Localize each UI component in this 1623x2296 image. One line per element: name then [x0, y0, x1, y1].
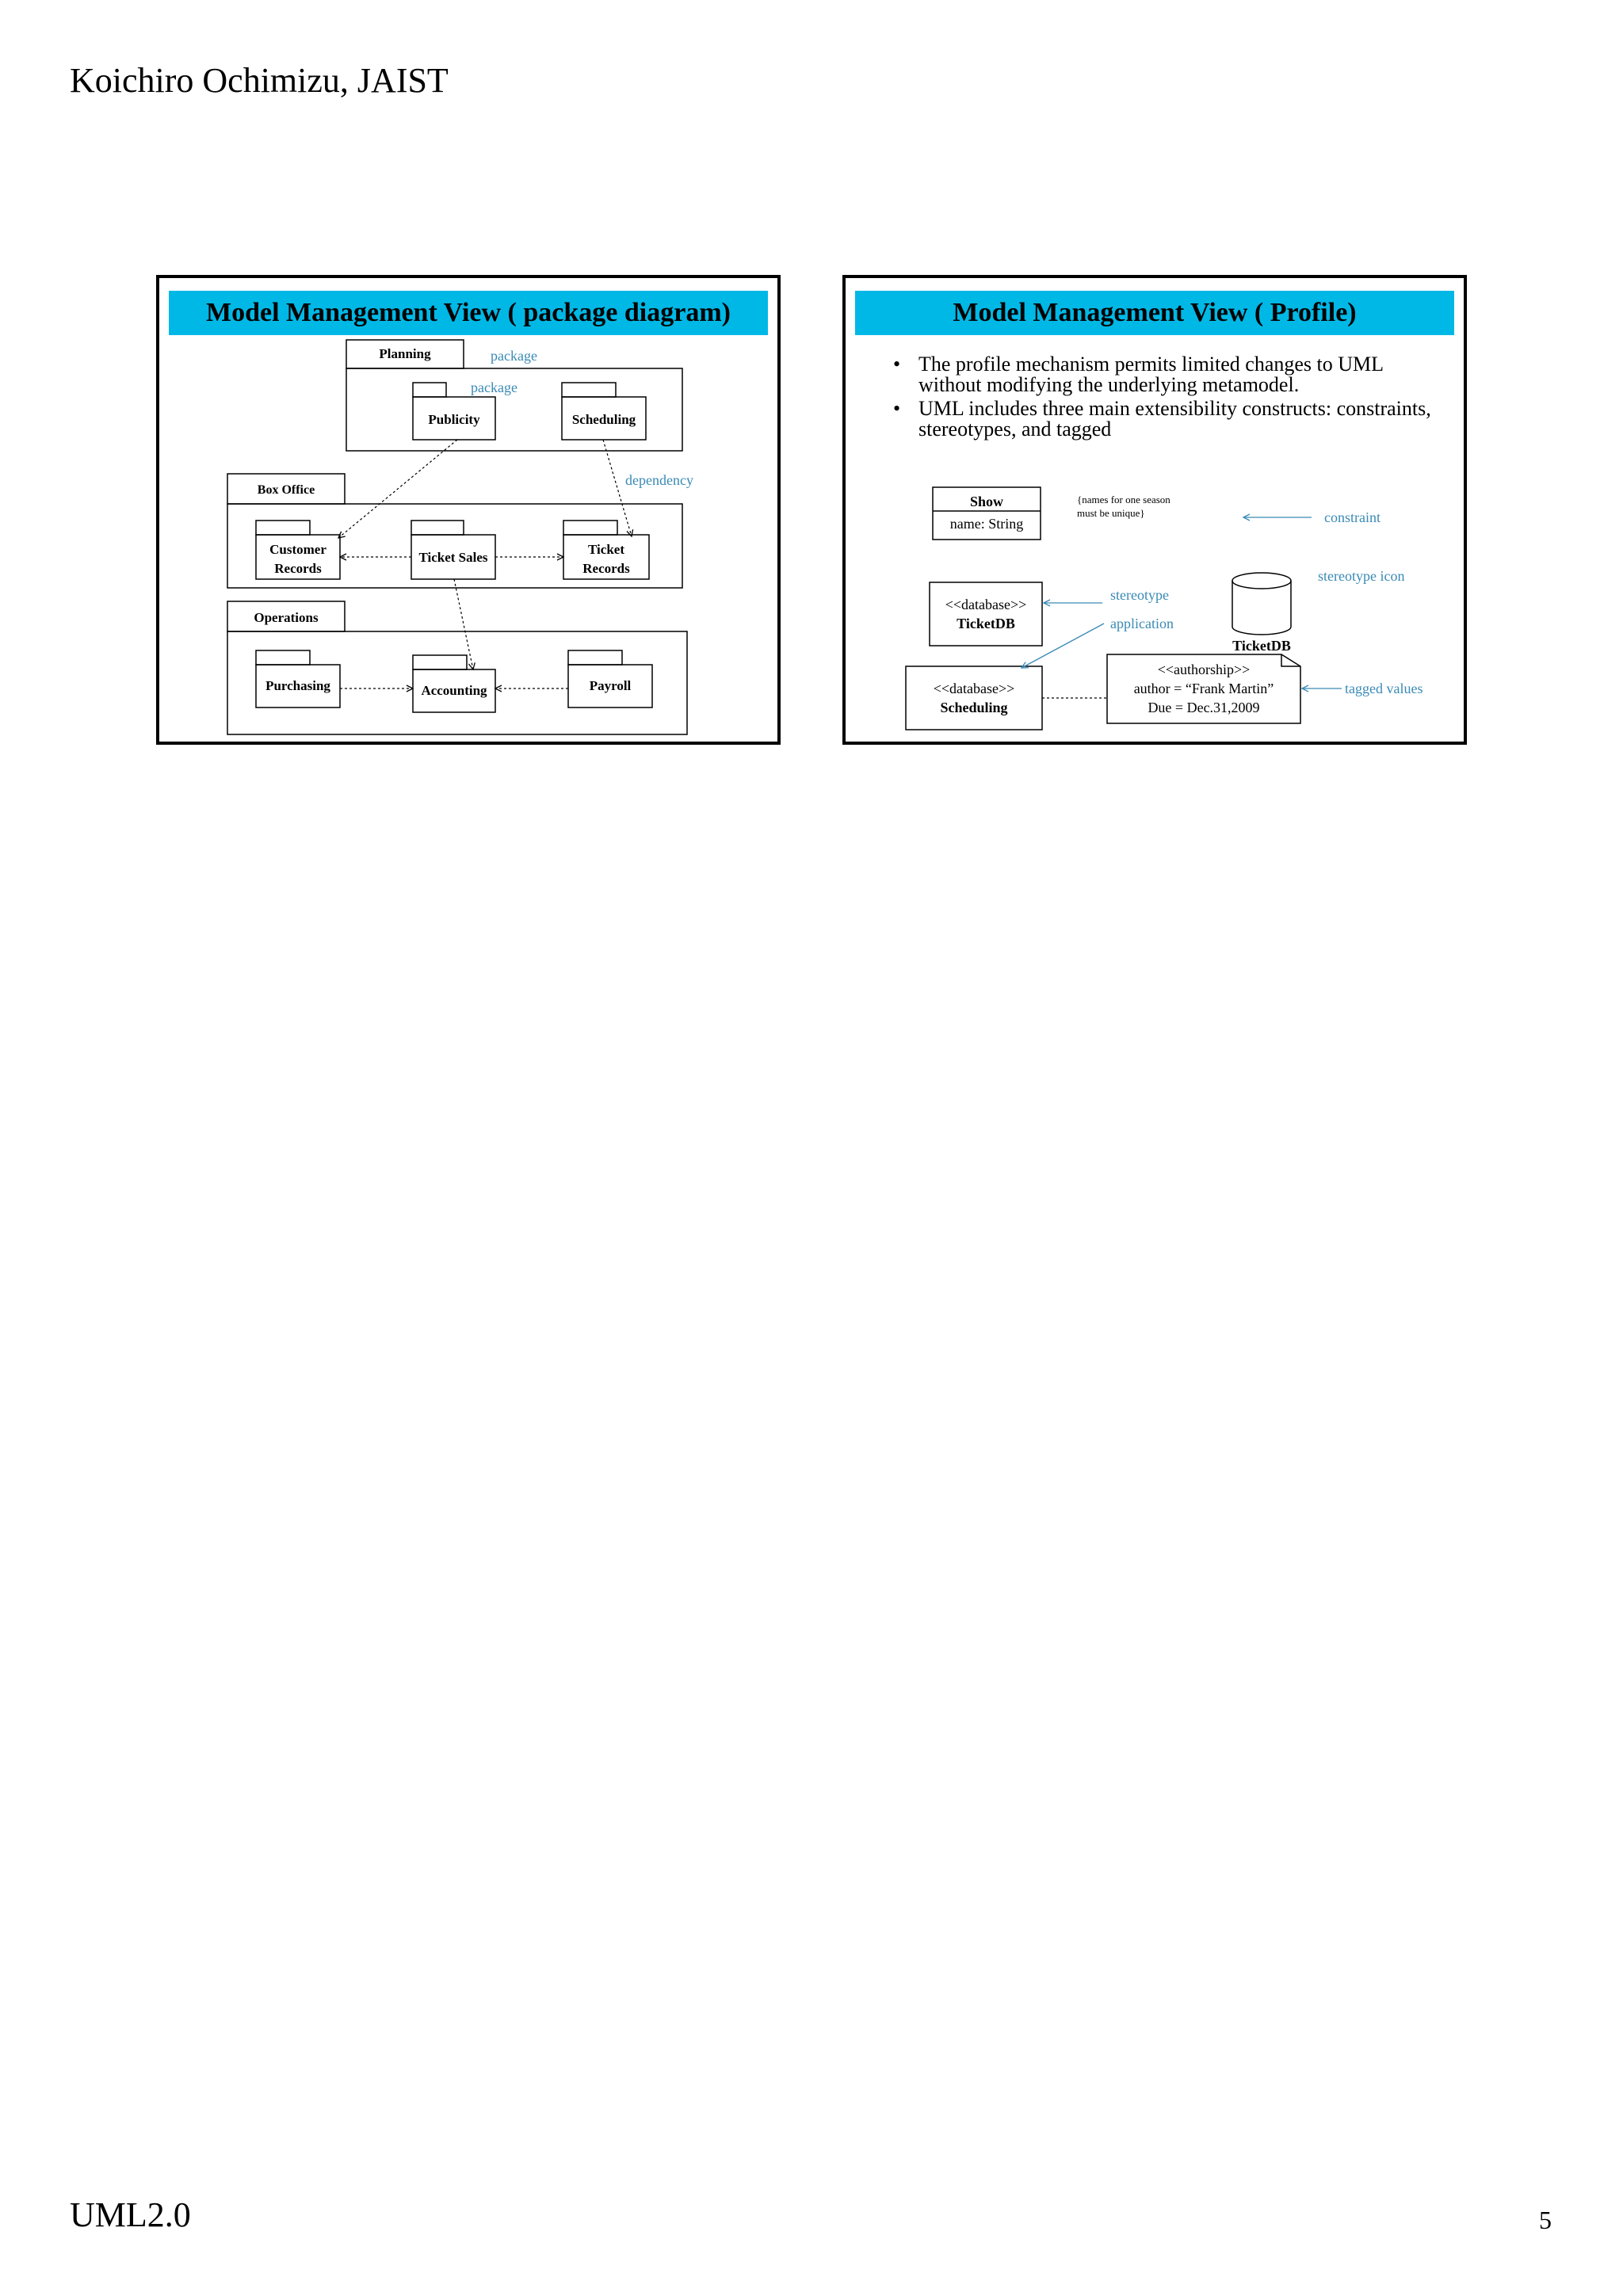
slide-title: Model Management View ( Profile): [855, 291, 1454, 335]
ticketdb-stereotype: <<database>>: [945, 597, 1027, 612]
note-line-2: author = “Frank Martin”: [1133, 681, 1274, 696]
slide-title: Model Management View ( package diagram): [169, 291, 768, 335]
bullet-item: • The profile mechanism permits limited changes to UML without modifying the underlying metamodel.: [893, 354, 1448, 395]
dependency-ticketsales-accounting: [454, 579, 473, 669]
footer-title: UML2.0: [70, 2195, 191, 2234]
operations-label: Operations: [254, 610, 319, 625]
annotation-dependency: dependency: [625, 472, 693, 488]
scheduling-stereotype: <<database>>: [933, 681, 1015, 696]
ticket-records-label-2: Records: [582, 561, 630, 576]
ticket-records-label-1: Ticket: [588, 542, 624, 557]
note-line-3: Due = Dec.31,2009: [1148, 700, 1260, 715]
slide-profile: [842, 275, 1467, 745]
annotation-stereotype-icon: stereotype icon: [1318, 568, 1405, 584]
customer-records-label-1: Customer: [269, 542, 327, 557]
annotation-package-inner: package: [471, 379, 517, 395]
scheduling-name: Scheduling: [940, 700, 1008, 715]
note-line-1: <<authorship>>: [1157, 662, 1251, 677]
customer-records-label-2: Records: [274, 561, 322, 576]
show-class-name: Show: [969, 494, 1004, 509]
annotation-application: application: [1110, 616, 1174, 631]
annotation-constraint: constraint: [1324, 509, 1381, 525]
slide-package-diagram: [156, 275, 781, 745]
accounting-label: Accounting: [421, 683, 487, 698]
constraint-text-1: {names for one season: [1077, 494, 1170, 505]
show-class-attribute: name: String: [949, 516, 1024, 532]
ticketdb-box: [930, 582, 1042, 646]
profile-diagram: [846, 278, 1464, 742]
purchasing-label: Purchasing: [265, 678, 330, 693]
planning-label: Planning: [379, 346, 431, 361]
ticketdb-icon-label: TicketDB: [1232, 638, 1291, 654]
payroll-label: Payroll: [589, 678, 632, 693]
bullet-item: • UML includes three main extensibility constructs: constraints, stereotypes, and tagged: [893, 399, 1448, 440]
annotation-package-outer: package: [491, 348, 537, 364]
scheduling-label: Scheduling: [571, 412, 636, 427]
publicity-label: Publicity: [428, 412, 480, 427]
header-author: Koichiro Ochimizu, JAIST: [70, 61, 449, 100]
scheduling-box: [906, 666, 1042, 730]
ticket-sales-label: Ticket Sales: [418, 550, 488, 565]
box-office-label: Box Office: [257, 483, 315, 497]
annotation-tagged-values: tagged values: [1345, 681, 1423, 696]
package-diagram: [159, 278, 777, 742]
annotation-stereotype: stereotype: [1110, 587, 1169, 603]
ticketdb-name: TicketDB: [957, 616, 1015, 631]
dependency-publicity-customer-records: [338, 440, 457, 538]
page-number: 5: [1539, 2206, 1552, 2234]
constraint-text-2: must be unique}: [1077, 507, 1145, 519]
